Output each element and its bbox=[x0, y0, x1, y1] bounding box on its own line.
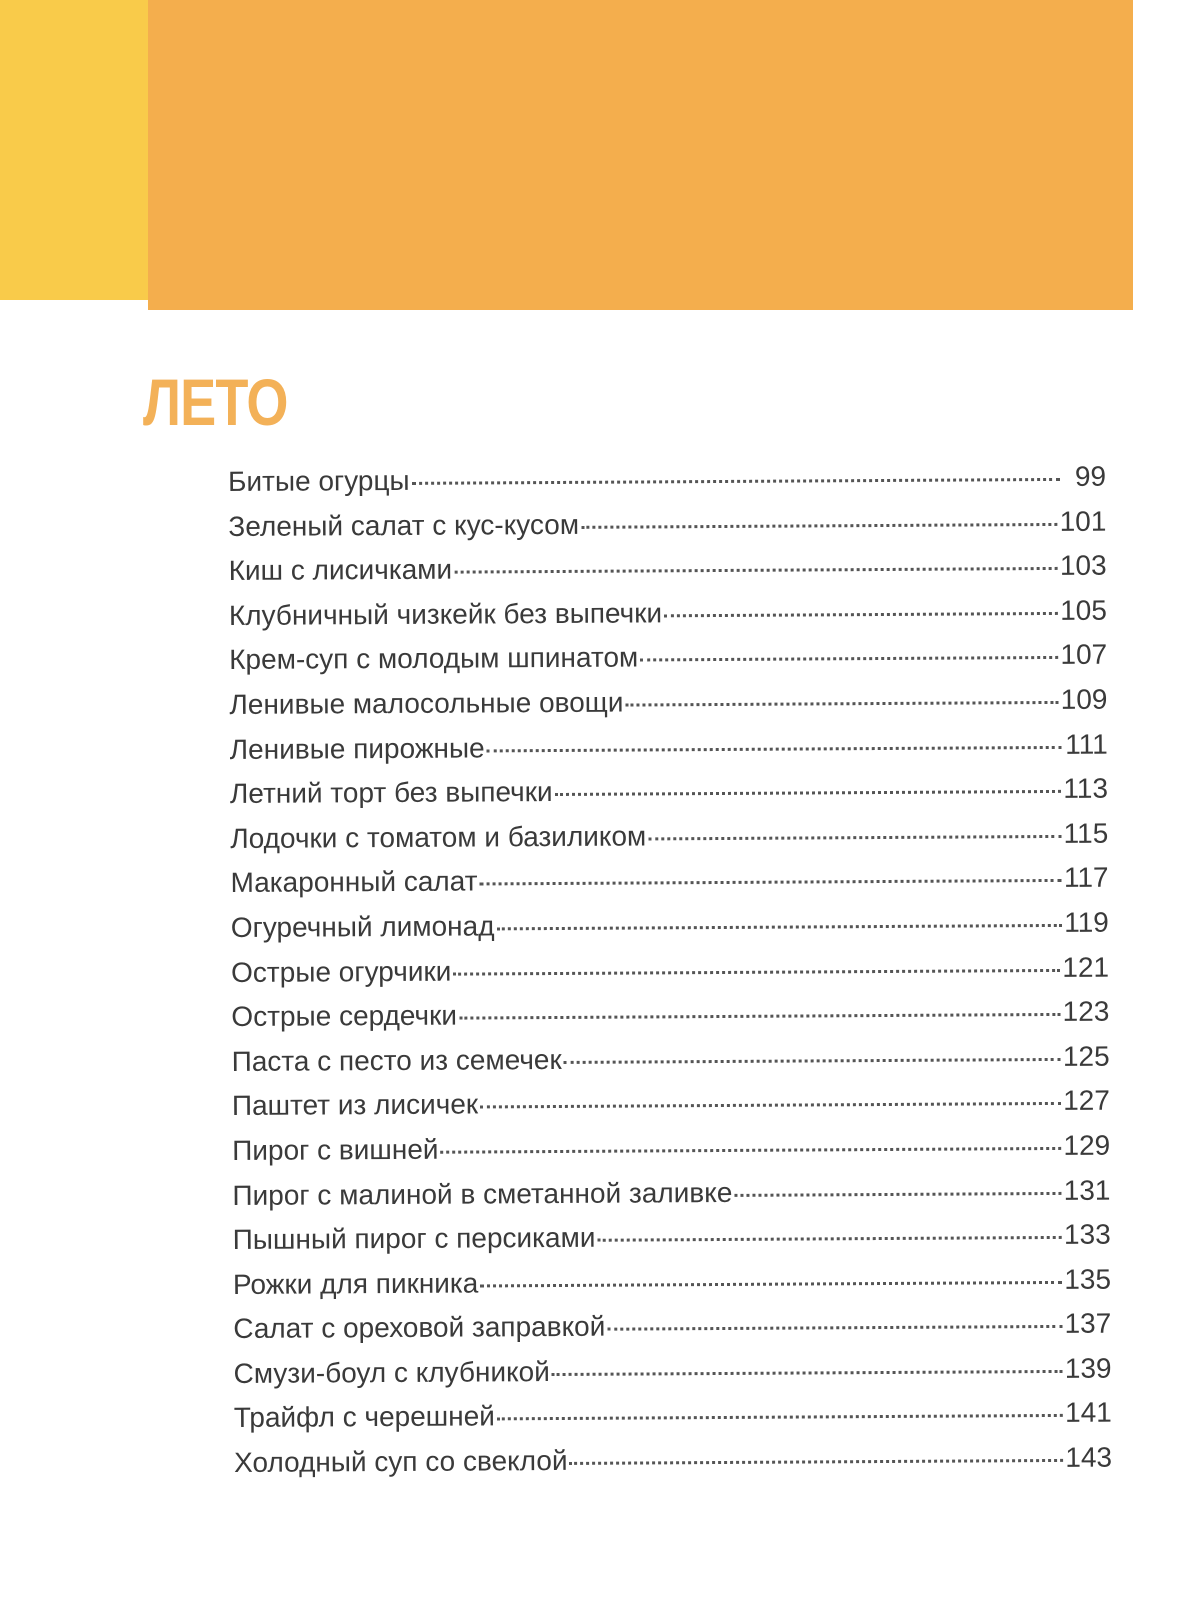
toc-entry[interactable] bbox=[232, 1040, 1110, 1090]
toc-entry-page-number: 123 bbox=[1062, 995, 1110, 1028]
toc-entry-page-number: 111 bbox=[1065, 728, 1108, 760]
toc-entry[interactable] bbox=[230, 862, 1108, 912]
toc-entry[interactable] bbox=[233, 1263, 1111, 1313]
toc-entry-title: Летний торт без выпечки bbox=[229, 776, 553, 810]
toc-entry[interactable] bbox=[229, 639, 1107, 689]
toc-dot-leader bbox=[734, 1191, 1061, 1196]
toc-dot-leader bbox=[640, 656, 1058, 662]
toc-dot-leader bbox=[555, 790, 1062, 796]
toc-entry-page-number: 131 bbox=[1063, 1174, 1111, 1206]
toc-dot-leader bbox=[664, 612, 1058, 617]
table-of-contents bbox=[228, 461, 1112, 1492]
toc-dot-leader bbox=[597, 1236, 1062, 1242]
toc-entry[interactable] bbox=[233, 1219, 1111, 1269]
header-band-yellow bbox=[0, 0, 150, 300]
toc-dot-leader bbox=[412, 478, 1060, 485]
toc-entry-title: Пирог с малиной в сметанной заливке bbox=[232, 1176, 733, 1211]
toc-entry-page-number: 141 bbox=[1064, 1397, 1112, 1429]
toc-entry[interactable] bbox=[232, 1130, 1110, 1180]
toc-entry-title: Острые сердечки bbox=[231, 999, 458, 1033]
toc-dot-leader bbox=[480, 879, 1062, 886]
toc-entry[interactable] bbox=[230, 773, 1108, 823]
toc-entry-title: Крем-суп с молодым шпинатом bbox=[229, 641, 639, 676]
toc-entry-page-number: 129 bbox=[1063, 1129, 1111, 1161]
toc-entry-page-number: 125 bbox=[1062, 1040, 1110, 1072]
toc-entry-title: Паштет из лисичек bbox=[231, 1088, 479, 1122]
toc-dot-leader bbox=[441, 1147, 1062, 1154]
toc-entry-page-number: 139 bbox=[1064, 1352, 1112, 1384]
toc-entry-page-number: 101 bbox=[1059, 505, 1107, 537]
toc-entry[interactable] bbox=[228, 461, 1106, 511]
toc-dot-leader bbox=[453, 968, 1060, 975]
toc-dot-leader bbox=[496, 924, 1062, 930]
toc-entry-title: Паста с песто из семечек bbox=[231, 1043, 562, 1077]
toc-dot-leader bbox=[459, 1013, 1061, 1020]
toc-entry-page-number: 107 bbox=[1060, 639, 1108, 671]
toc-entry[interactable] bbox=[230, 817, 1108, 867]
toc-entry[interactable] bbox=[233, 1308, 1111, 1358]
toc-entry-page-number: 105 bbox=[1060, 594, 1107, 626]
toc-entry-title: Холодный суп со свеклой bbox=[233, 1445, 568, 1479]
toc-entry-title: Битые огурцы bbox=[228, 464, 410, 497]
toc-entry[interactable] bbox=[230, 728, 1108, 778]
toc-entry-title: Клубничный чизкейк без выпечки bbox=[228, 597, 663, 631]
toc-dot-leader bbox=[570, 1459, 1064, 1465]
toc-dot-leader bbox=[497, 1414, 1063, 1420]
toc-entry[interactable] bbox=[232, 1085, 1110, 1135]
toc-entry-title: Зеленый салат с кус-кусом bbox=[228, 508, 580, 542]
toc-entry-page-number: 137 bbox=[1064, 1307, 1112, 1340]
toc-dot-leader bbox=[564, 1058, 1061, 1064]
toc-entry-page-number: 121 bbox=[1062, 951, 1110, 983]
toc-entry[interactable] bbox=[231, 951, 1109, 1001]
toc-entry-title: Рожки для пикника bbox=[232, 1267, 479, 1300]
toc-entry-page-number: 113 bbox=[1063, 772, 1109, 805]
toc-entry[interactable] bbox=[233, 1352, 1111, 1402]
toc-entry[interactable] bbox=[234, 1442, 1112, 1492]
toc-entry[interactable] bbox=[232, 1174, 1110, 1224]
toc-dot-leader bbox=[607, 1325, 1062, 1331]
toc-entry-page-number: 115 bbox=[1063, 817, 1109, 849]
toc-entry[interactable] bbox=[228, 505, 1106, 555]
toc-dot-leader bbox=[552, 1370, 1063, 1376]
toc-entry-page-number: 135 bbox=[1064, 1263, 1112, 1295]
toc-dot-leader bbox=[480, 1102, 1061, 1109]
toc-entry-title: Пышный пирог с персиками bbox=[232, 1221, 596, 1256]
toc-entry-title: Трайфл с черешней bbox=[233, 1400, 495, 1434]
toc-dot-leader bbox=[625, 701, 1058, 707]
toc-entry[interactable] bbox=[231, 996, 1109, 1046]
toc-entry-page-number: 133 bbox=[1063, 1218, 1111, 1251]
toc-entry-page-number: 143 bbox=[1065, 1441, 1113, 1473]
toc-dot-leader bbox=[454, 567, 1058, 574]
toc-entry[interactable] bbox=[229, 594, 1107, 644]
toc-dot-leader bbox=[487, 745, 1062, 752]
toc-entry-title: Ленивые пирожные bbox=[229, 732, 485, 765]
toc-entry-title: Киш с лисичками bbox=[228, 553, 453, 587]
toc-entry-page-number: 99 bbox=[1074, 460, 1107, 492]
toc-entry-title: Макаронный салат bbox=[230, 865, 478, 899]
toc-entry[interactable] bbox=[229, 684, 1107, 734]
toc-dot-leader bbox=[648, 835, 1061, 841]
toc-dot-leader bbox=[581, 523, 1058, 529]
toc-dot-leader bbox=[480, 1281, 1062, 1288]
toc-entry-page-number: 117 bbox=[1063, 861, 1109, 894]
toc-entry-page-number: 127 bbox=[1063, 1084, 1110, 1117]
header-band-orange bbox=[148, 0, 1133, 310]
toc-entry-page-number: 103 bbox=[1059, 549, 1107, 582]
toc-entry[interactable] bbox=[231, 907, 1109, 957]
toc-entry[interactable] bbox=[229, 550, 1107, 600]
toc-entry-title: Салат с ореховой заправкой bbox=[233, 1310, 606, 1345]
section-title: ЛЕТО bbox=[143, 365, 288, 439]
toc-entry-page-number: 119 bbox=[1064, 906, 1109, 938]
toc-entry-title: Ленивые малосольные овощи bbox=[229, 686, 624, 720]
toc-entry-page-number: 109 bbox=[1060, 683, 1108, 715]
toc-entry-title: Огуречный лимонад bbox=[230, 910, 495, 943]
toc-entry-title: Пирог с вишней bbox=[232, 1133, 439, 1166]
toc-entry-title: Смузи-боул с клубникой bbox=[233, 1355, 550, 1389]
toc-entry[interactable] bbox=[234, 1397, 1112, 1447]
toc-entry-title: Лодочки с томатом и базиликом bbox=[230, 820, 647, 854]
toc-entry-title: Острые огурчики bbox=[230, 955, 452, 988]
